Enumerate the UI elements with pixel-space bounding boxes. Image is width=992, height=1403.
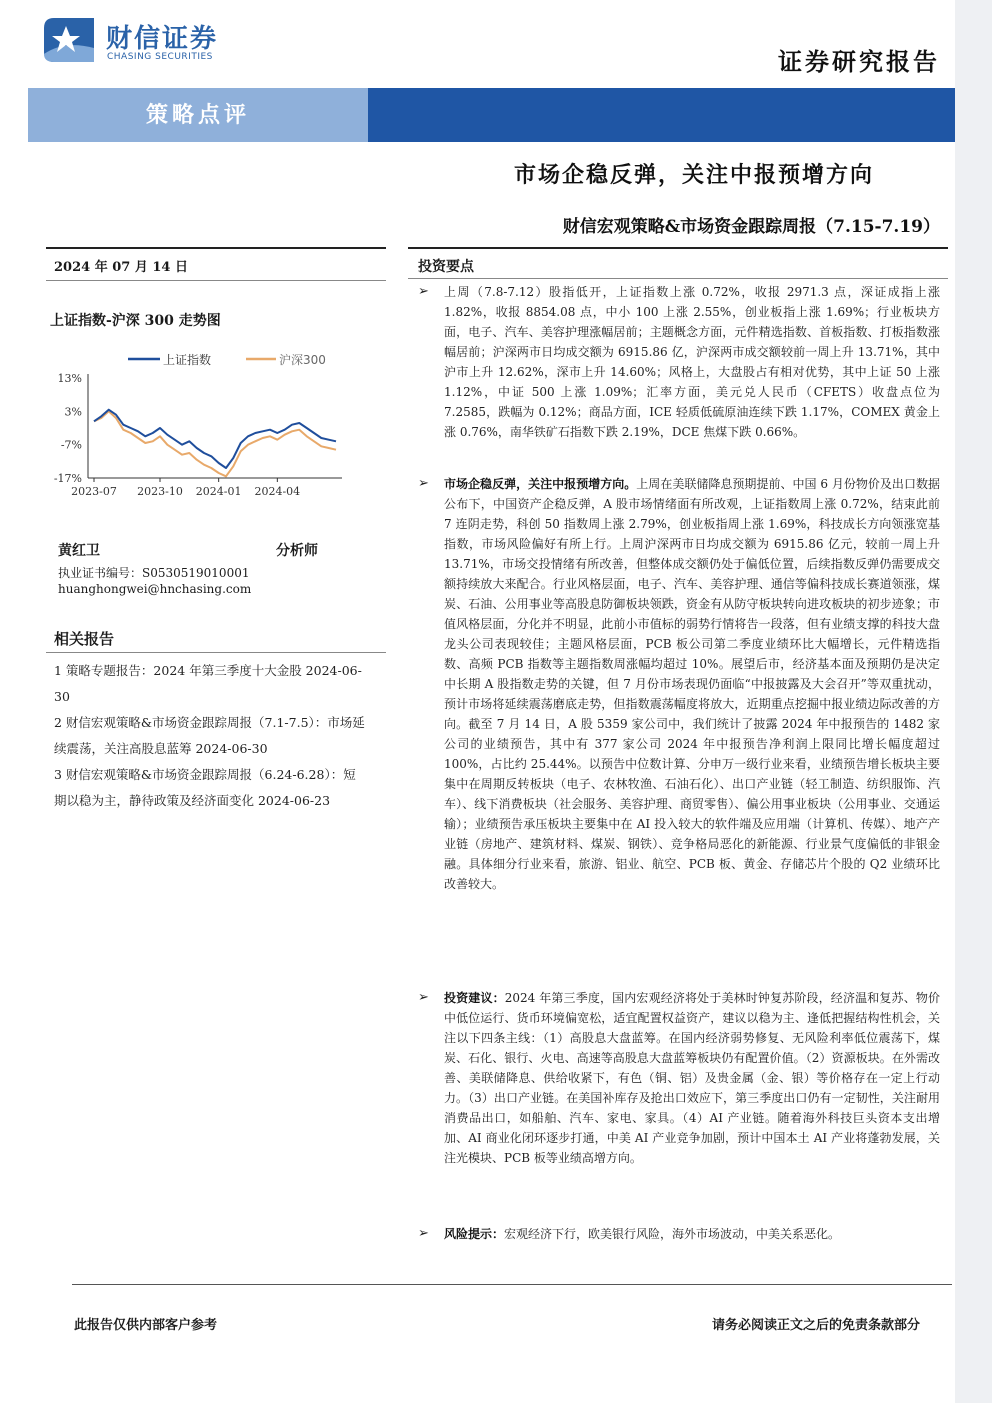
chart-legend bbox=[128, 352, 326, 367]
company-logo-icon bbox=[40, 14, 98, 66]
legend-label-sse: 上证指数 bbox=[163, 353, 212, 367]
report-sub-title: 财信宏观策略&市场资金跟踪周报（7.15-7.19） bbox=[562, 217, 940, 237]
series-line-csi300 bbox=[94, 411, 336, 476]
divider bbox=[408, 247, 948, 249]
arrow-bullet-icon: ➢ bbox=[418, 990, 429, 1005]
chart-plot-area bbox=[54, 372, 342, 498]
y-tick-label: -17% bbox=[53, 472, 82, 485]
analyst-name: 黄红卫 bbox=[58, 543, 100, 559]
legend-label-csi300: 沪深300 bbox=[279, 353, 326, 367]
series-line-sse bbox=[94, 410, 336, 468]
arrow-bullet-icon: ➢ bbox=[418, 1226, 429, 1241]
x-tick-label: 2024-01 bbox=[195, 485, 242, 498]
x-tick-label: 2023-10 bbox=[137, 485, 183, 498]
x-tick-label: 2024-04 bbox=[254, 485, 301, 498]
page-margin-strip bbox=[955, 0, 992, 1403]
arrow-bullet-icon: ➢ bbox=[418, 284, 429, 299]
chart-title: 上证指数-沪深 300 走势图 bbox=[50, 313, 221, 329]
related-report-item[interactable]: 3 财信宏观策略&市场资金跟踪周报（6.24-6.28）：短期以稳为主，静待政策及经济面变化 2024-06-23 bbox=[54, 767, 356, 808]
related-report-item[interactable]: 1 策略专题报告：2024 年第三季度十大金股 2024-06-30 bbox=[54, 663, 362, 704]
footer-disclaimer-right: 请务必阅读正文之后的免责条款部分 bbox=[711, 1318, 920, 1333]
arrow-bullet-icon: ➢ bbox=[418, 476, 429, 491]
investment-points-title: 投资要点 bbox=[418, 259, 474, 275]
x-tick-label: 2023-07 bbox=[71, 485, 117, 498]
banner-right-block bbox=[368, 88, 955, 142]
point-paragraph-risk-warning: ➢ 风险提示：宏观经济下行，欧美银行风险，海外市场波动，中美关系恶化。 bbox=[414, 1224, 940, 1244]
analyst-email[interactable]: huanghongwei@hnchasing.com bbox=[58, 582, 252, 596]
point-paragraph-investment-advice: ➢ 投资建议：2024 年第三季度，国内宏观经济将处于美林时钟复苏阶段，经济温和复苏、物价中低位运行、货币环境偏宽松，适宜配置权益资产，建议以稳为主、逢低把握结构性机会，关注以下四条主线：（1）高股息大盘蓝筹。在国内经济弱势修复、无风险利率低位震荡下，煤炭、石化、银行、火电、高速等高股息大盘蓝筹板块仍有配置价值。（2）资源板块。在外需改善、美联储降息、供给收紧下，有色（铜、铝）及贵金属（金、银）等价格存在一定上行动力。（3）出口产业链。在美国补库存及抢出口效应下，第三季度出口仍有一定韧性，关注耐用消费品出口，如船舶、汽车、家电、家具。（4）AI 产业链。随着海外科技巨头资本支出增加、AI 商业化闭环逐步打通，中美 AI 产业竞争加剧，预计中国本土 AI 产业将蓬勃发展，关注光模块、PCB 板等业绩高增方向。 bbox=[418, 990, 940, 1165]
related-reports-list bbox=[54, 658, 368, 814]
y-tick-label: -7% bbox=[60, 438, 82, 452]
divider bbox=[46, 280, 386, 281]
logo-chinese-name: 财信证券 bbox=[106, 24, 219, 54]
banner-category: 策略点评 bbox=[145, 102, 250, 128]
report-main-title: 市场企稳反弹，关注中报预增方向 bbox=[513, 162, 874, 188]
divider bbox=[46, 247, 386, 249]
analyst-role: 分析师 bbox=[276, 543, 318, 559]
y-tick-label: 13% bbox=[57, 372, 82, 385]
related-report-item[interactable]: 2 财信宏观策略&市场资金跟踪周报（7.1-7.5）：市场延续震荡，关注高股息蓝筹 2024-06-30 bbox=[54, 715, 365, 756]
index-trend-chart bbox=[46, 340, 346, 508]
logo-english-name: CHASING SECURITIES bbox=[107, 52, 213, 62]
footer-disclaimer-left: 此报告仅供内部客户参考 bbox=[74, 1318, 218, 1333]
report-type-label: 证券研究报告 bbox=[778, 47, 940, 76]
divider bbox=[46, 652, 386, 653]
footer-divider bbox=[72, 1284, 952, 1285]
related-reports-title: 相关报告 bbox=[54, 630, 115, 648]
point-paragraph-market-review: ➢ 上周（7.8-7.12）股指低开，上证指数上涨 0.72%，收报 2971.3 点，深证成指上涨 1.82%，收报 8854.08 点，中小 100 上涨 2.55%，创业板指上涨 1.69%；行业板块方面，电子、汽车、美容护理涨幅居前；主题概念方面，元件精选指数、首板指数、打板指数涨幅居前；沪深两市日均成交额为 6915.86 亿，沪深两市成交额较前一周上升 13.71%，其中沪市上升 12.62%，深市上升 14.60%；风格上，大盘股占有相对优势，其中上证 50 上涨 1.12%，中证 500 上涨 1.09%；汇率方面，美元兑人民币（CFETS）收盘点位为 7.2585，跌幅为 0.12%；商品方面，ICE 轻质低硫原油连续下跌 1.17%，COMEX 黄金上涨 0.76%，南华铁矿石指数下跌 2.19%，DCE 焦煤下跌 0.66%。 bbox=[418, 284, 940, 439]
point-paragraph-market-outlook: ➢ 市场企稳反弹，关注中报预增方向。上周在美联储降息预期提前、中国 6 月份物价及出口数据公布下，中国资产企稳反弹，A 股市场情绪面有所改观，上证指数周上涨 0.72%，结束此前 7 连阴走势，科创 50 指数周上涨 2.79%，创业板指周上涨 1.69%，科技成长方向领涨宽基指数，市场风险偏好有所上行。上周沪深两市日均成交额为 6915.86 亿元，较前一周上升 13.71%，市场交投情绪有所改善，但整体成交额仍处于偏低位置，后续指数反弹仍需要成交额持续放大来配合。行业风格层面，电子、汽车、美容护理、通信等偏科技成长赛道领涨，煤炭、石油、公用事业等高股息防御板块领跌，资金有从防守板块转向进攻板块的初步迹象；市值风格层面，分化并不明显，此前小市值标的弱势行情将告一段落，但有业绩支撑的科技大盘龙头公司表现较佳；主题风格层面，PCB 板公司第二季度业绩环比大幅增长，元件精选指数、高频 PCB 指数等主题指数周涨幅均超过 10%。展望后市，经济基本面及预期仍是决定中长期 A 股指数走势的关键，但 7 月份市场表现仍面临“中报披露及大会召开”等双重扰动，预计市场将延续震荡磨底走势，但指数震荡幅度将放大，近期重点挖掘中报业绩边际改善的方向。截至 7 月 14 日，A 股 5359 家公司中，我们统计了披露 2024 年中报预告的 1482 家公司的业绩预告，其中有 377 家公司 2024 年中报预告净利润上限同比增长幅度超过 100%，占比约 25.44%。以预告中位数计算、分申万一级行业来看，业绩预告增长板块主要集中在周期反转板块（电子、农林牧渔、石油石化）、出口产业链（轻工制造、纺织服饰、汽车）、线下消费板块（社会服务、美容护理、商贸零售）、偏公用事业板块（公用事业、交通运输）；业绩预告承压板块主要集中在 AI 投入较大的软件端及应用端（计算机、传媒）、地产产业链（房地产、建筑材料、煤炭、钢铁）、竞争格局恶化的新能源、行业景气度偏低的非银金融。具体细分行业来看，旅游、铝业、航空、PCB 板、黄金、存储芯片个股的 Q2 业绩环比改善较大。 bbox=[418, 476, 940, 891]
divider bbox=[408, 278, 948, 279]
y-tick-label: 3% bbox=[64, 405, 82, 419]
report-date: 2024 年 07 月 14 日 bbox=[54, 260, 188, 275]
analyst-certificate: 执业证书编号：S0530519010001 bbox=[58, 566, 250, 580]
